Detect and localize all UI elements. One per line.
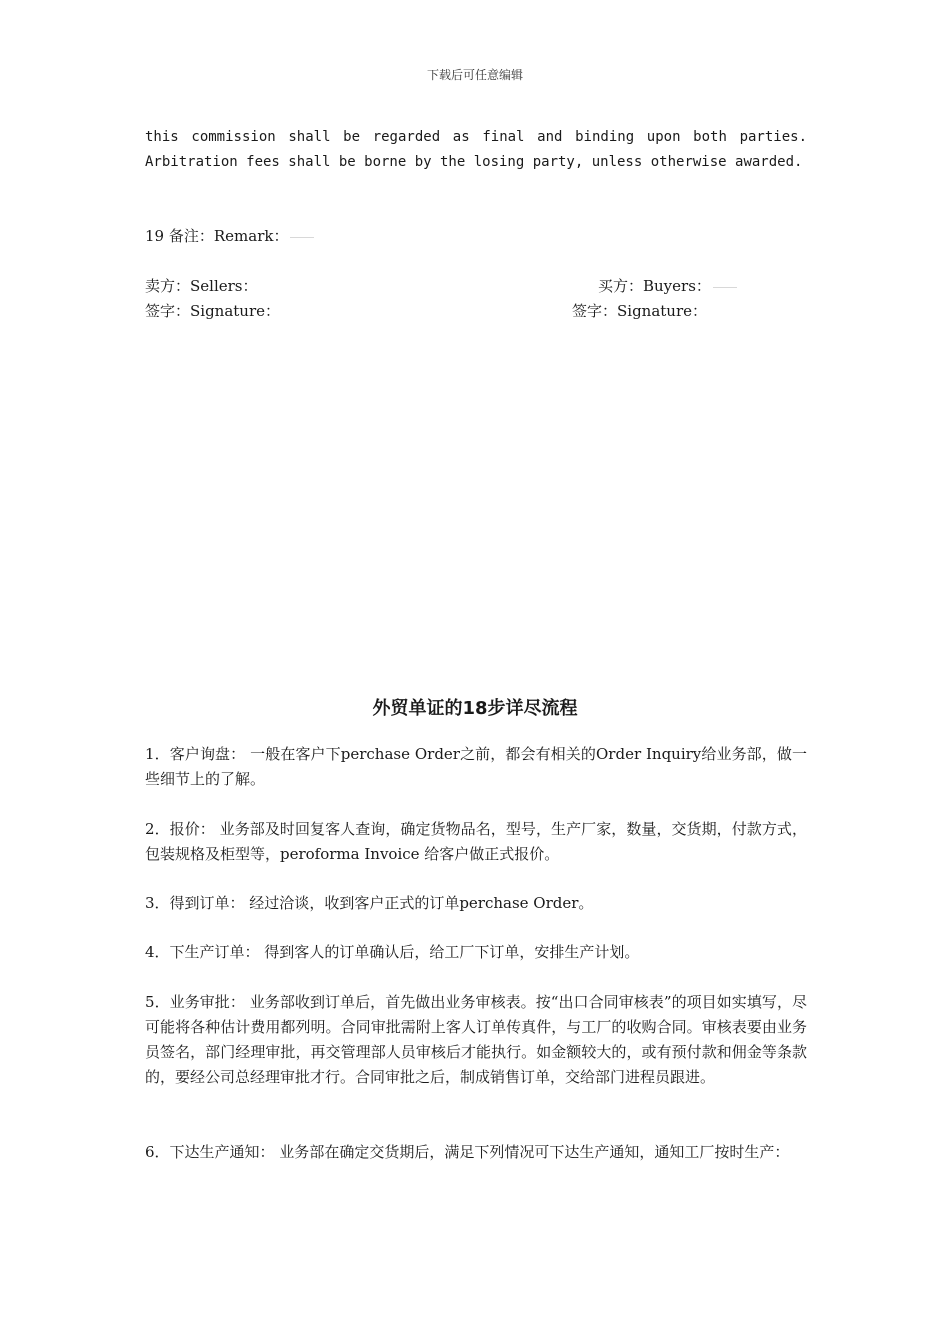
step-4: 4．下生产订单： 得到客人的订单确认后，给工厂下订单，安排生产计划。 <box>145 943 640 961</box>
buyer-signature-label: 签字：Signature： <box>572 302 708 320</box>
seller-signature-label: 签字：Signature： <box>145 302 281 320</box>
arbitration-clause <box>145 125 807 175</box>
step-5: 5．业务审批： 业务部收到订单后，首先做出业务审核表。按“出口合同审核表”的项目如实填写，尽可能将各种估计费用都列明。合同审批需附上客人订单传真件，与工厂的收购合同。审核表要由业务员签名，部门经理审批，再交管理部人员审核后才能执行。如金额较大的，或有预付款和佣金等条款的，要经公司总经理审批才行。合同审批之后，制成销售订单，交给部门进程员跟进。 <box>145 993 807 1086</box>
arbitration-line-1: this commission shall be regarded as final and binding upon both parties. <box>145 129 807 145</box>
page-header: 下载后可任意编辑 <box>426 68 523 82</box>
buyer-blank-line <box>713 287 737 288</box>
buyer-label: 买方：Buyers： <box>598 274 737 299</box>
step-2: 2．报价： 业务部及时回复客人查询，确定货物品名，型号，生产厂家，数量，交货期，付款方式，包装规格及柜型等，peroforma Invoice 给客户做正式报价。 <box>145 820 807 863</box>
remark-blank-line <box>290 237 314 238</box>
step-3: 3．得到订单： 经过洽谈，收到客户正式的订单perchase Order。 <box>145 894 594 912</box>
remark-label: 19 备注：Remark： <box>145 224 314 249</box>
step-6: 6．下达生产通知： 业务部在确定交货期后，满足下列情况可下达生产通知，通知工厂按时生产： <box>145 1143 790 1161</box>
section-title: 外贸单证的18步详尽流程 <box>372 698 578 719</box>
step-1: 1．客户询盘： 一般在客户下perchase Order之前，都会有相关的Order Inquiry给业务部，做一些细节上的了解。 <box>145 745 807 788</box>
seller-label: 卖方：Sellers： <box>145 277 258 295</box>
arbitration-line-2: Arbitration fees shall be borne by the losing party, unless otherwise awarded. <box>145 154 803 170</box>
